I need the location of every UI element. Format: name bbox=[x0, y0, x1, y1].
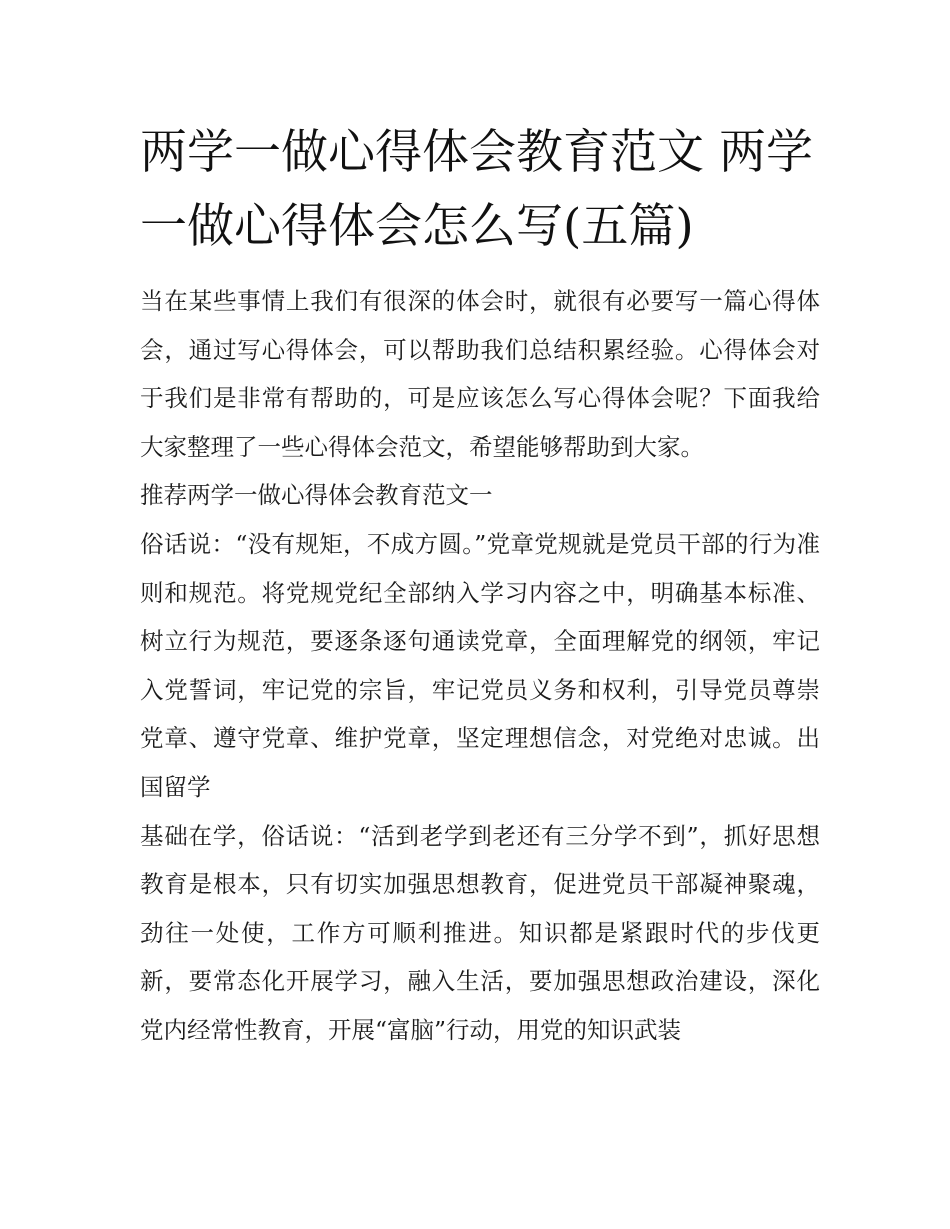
section-heading: 推荐两学一做心得体会教育范文一 bbox=[140, 481, 493, 510]
document-body bbox=[140, 277, 820, 1055]
body-paragraph: 俗话说：“没有规矩，不成方圆。”党章党规就是党员干部的行为准则和规范。将党规党纪全部纳入学习内容之中，明确基本标准、树立行为规范，要逐条逐句通读党章，全面理解党的纲领，牢记入党誓词，牢记党的宗旨，牢记党员义务和权利，引导党员尊崇党章、遵守党章、维护党章，坚定理想信念，对党绝对忠诚。出国留学 bbox=[140, 529, 820, 801]
document-title: 两学一做心得体会教育范文 两学一做心得体会怎么写(五篇) bbox=[140, 125, 813, 254]
body-paragraph: 基础在学，俗话说：“活到老学到老还有三分学不到”，抓好思想教育是根本，只有切实加强思想教育，促进党员干部凝神聚魂，劲往一处使，工作方可顺利推进。知识都是紧跟时代的步伐更新，要常态化开展学习，融入生活，要加强思想政治建设，深化党内经常性教育，开展“富脑”行动，用党的知识武装 bbox=[140, 821, 820, 1044]
intro-paragraph: 当在某些事情上我们有很深的体会时，就很有必要写一篇心得体会，通过写心得体会，可以帮助我们总结积累经验。心得体会对于我们是非常有帮助的，可是应该怎么写心得体会呢？下面我给大家整理了一些心得体会范文，希望能够帮助到大家。 bbox=[140, 287, 820, 461]
